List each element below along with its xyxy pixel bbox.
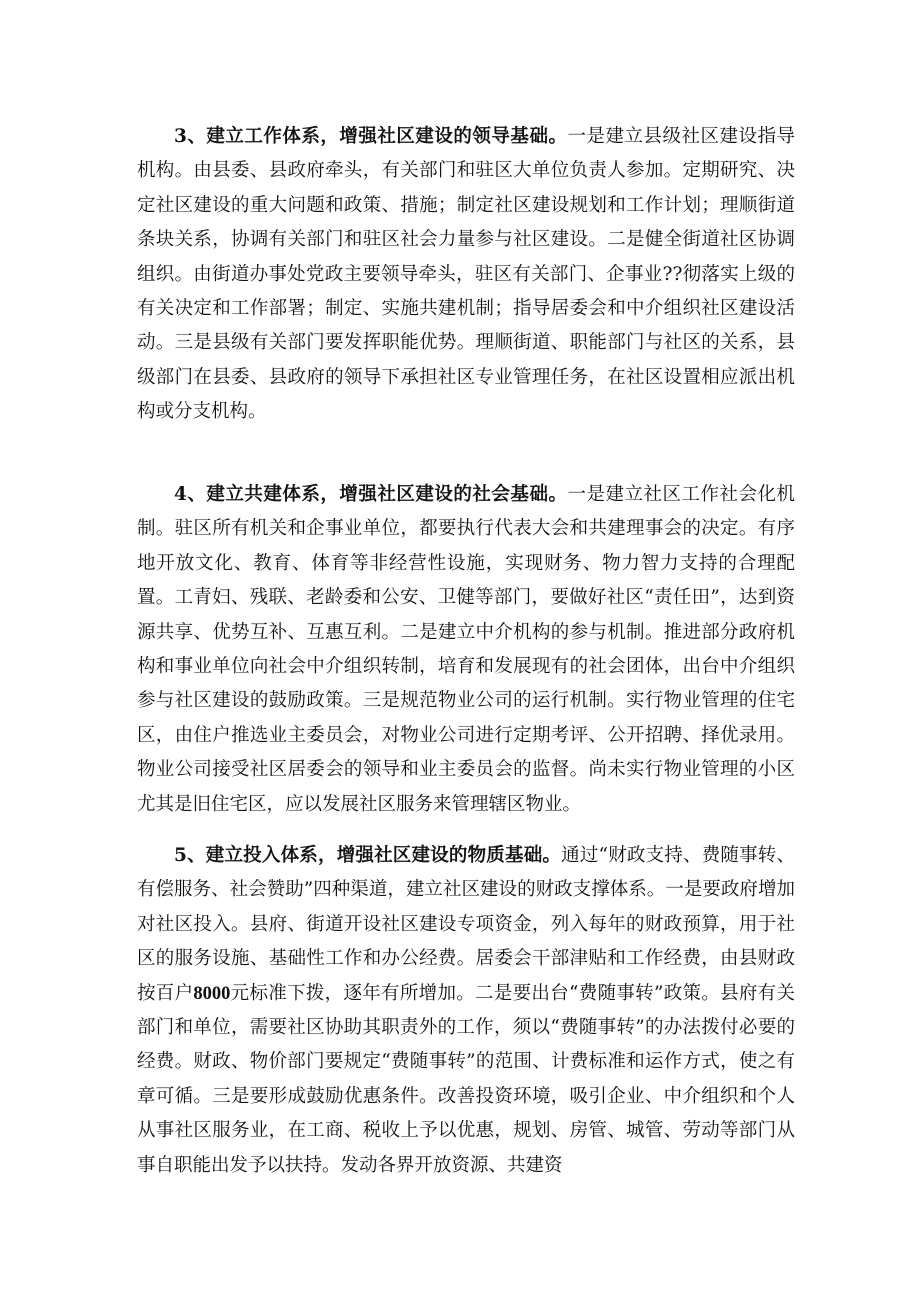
paragraph-4-body: 一是建立社区工作社会化机制。驻区所有机关和企事业单位，都要执行代表大会和共建理事会的决定。有序地开放文化、教育、体育等非经营性设施，实现财务、物力智力支持的合理配置。工青妇、残联、老龄委和公安、卫健等部门，要做好社区“责任田”，达到资源共享、优势互补、互惠互利。二是建立中介机构的参与机制。推进部分政府机构和事业单位向社会中介组织转制，培育和发展现有的社会团体，出台中介组织参与社区建设的鼓励政策。三是规范物业公司的运行机制。实行物业管理的住宅区，由住户推选业主委员会，对物业公司进行定期考评、公开招聘、择优录用。物业公司接受社区居委会的领导和业主委员会的监督。尚未实行物业管理的小区尤其是旧住宅区，应以发展社区服务来管理辖区物业。 <box>137 484 795 815</box>
paragraph-3-body: 一是建立县级社区建设指导机构。由县委、县政府牵头，有关部门和驻区大单位负责人参加。定期研究、决定社区建设的重大问题和政策、措施；制定社区建设规划和工作计划；理顺街道条块关系，协调有关部门和驻区社会力量参与社区建设。二是健全街道社区协调组织。由街道办事处党政主要领导牵头，驻区有关部门、企事业??彻落实上级的有关决定和工作部署；制定、实施共建机制；指导居委会和中介组织社区建设活动。三是县级有关部门要发挥职能优势。理顺街道、职能部门与社区的关系，县级部门在县委、县政府的领导下承担社区专业管理任务，在社区设置相应派出机构或分支机构。 <box>137 126 795 423</box>
paragraph-3-heading: 3、建立工作体系，增强社区建设的领导基础。 <box>174 126 568 147</box>
paragraph-5 <box>137 839 795 1183</box>
paragraph-5-body-after: 元标准下拨，逐年有所增加。二是要出台“费随事转”政策。县府有关部门和单位，需要社区协助其职责外的工作，须以“费随事转”的办法拨付必要的经费。财政、物价部门要规定“费随事转”的范围、计费标准和运作方式，使之有章可循。三是要形成鼓励优惠条件。改善投资环境，吸引企业、中介组织和个人从事社区服务业，在工商、税收上予以优惠，规划、房管、城管、劳动等部门从事自职能出发予以扶持。发动各界开放资源、共建资 <box>137 982 795 1176</box>
paragraph-3 <box>137 120 795 430</box>
paragraph-4 <box>137 478 795 822</box>
paragraph-4-heading: 4、建立共建体系，增强社区建设的社会基础。 <box>174 484 568 505</box>
paragraph-5-amount: 8000 <box>193 983 231 1004</box>
paragraph-5-heading: 5、建立投入体系，增强社区建设的物质基础。 <box>174 845 562 866</box>
paragraph-5-body-before: 通过“财政支持、费随事转、有偿服务、社会赞助”四种渠道，建立社区建设的财政支撑体系。一是要政府增加对社区投入。县府、街道开设社区建设专项资金，列入每年的财政预算，用于社区的服务设施、基础性工作和办公经费。居委会干部津贴和工作经费，由县财政按百户 <box>137 845 796 1004</box>
